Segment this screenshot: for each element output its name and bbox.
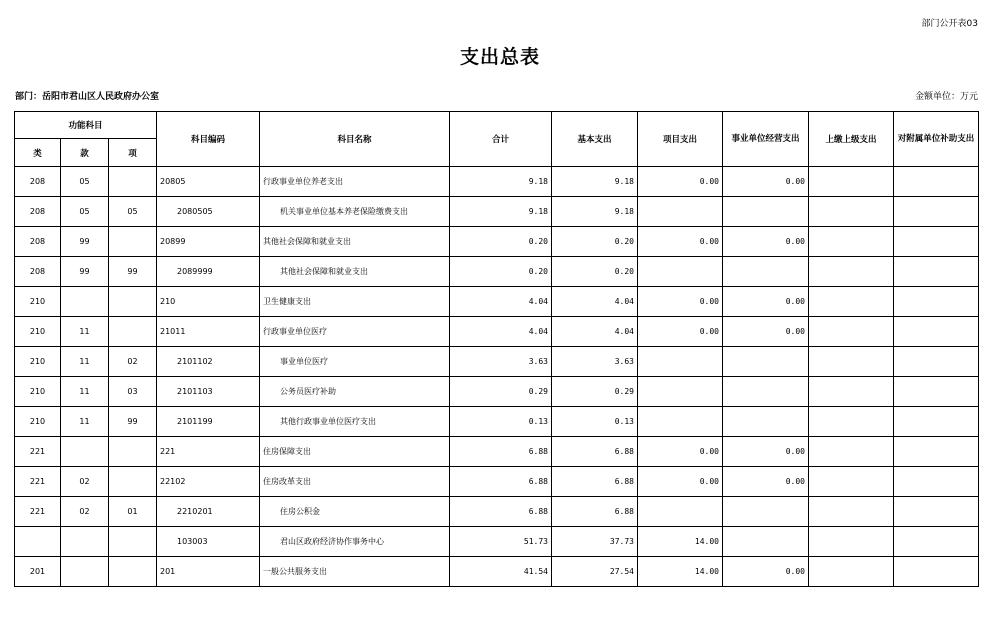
table-row [15,167,979,197]
cell-subsidy [894,287,979,317]
cell-name: 其他行政事业单位医疗支出 [260,407,450,437]
cell-basic: 0.29 [552,377,638,407]
cell-lei: 221 [15,497,61,527]
table-row [15,377,979,407]
cell-business: 0.00 [723,227,809,257]
cell-xiang: 99 [109,257,157,287]
table-row [15,527,979,557]
cell-total: 0.29 [450,377,552,407]
cell-project: 0.00 [638,167,723,197]
cell-basic: 0.20 [552,227,638,257]
cell-name: 住房保障支出 [260,437,450,467]
cell-xiang: 01 [109,497,157,527]
cell-lei: 221 [15,437,61,467]
cell-kuan: 11 [61,407,109,437]
cell-lei: 210 [15,347,61,377]
cell-total: 6.88 [450,437,552,467]
cell-xiang [109,167,157,197]
table-number-label: 部门公开表03 [921,19,978,29]
cell-xiang: 99 [109,407,157,437]
cell-subsidy [894,467,979,497]
cell-project [638,377,723,407]
cell-total: 9.18 [450,167,552,197]
cell-total: 51.73 [450,527,552,557]
cell-upper [809,287,894,317]
cell-code: 210 [157,287,260,317]
cell-business [723,257,809,287]
table-row [15,287,979,317]
cell-lei: 210 [15,317,61,347]
cell-subsidy [894,317,979,347]
cell-business [723,527,809,557]
cell-basic: 3.63 [552,347,638,377]
cell-project [638,407,723,437]
cell-business: 0.00 [723,557,809,587]
cell-project: 14.00 [638,527,723,557]
cell-upper [809,407,894,437]
cell-kuan [61,437,109,467]
header-name: 科目名称 [260,112,450,167]
cell-upper [809,527,894,557]
cell-basic: 9.18 [552,197,638,227]
cell-basic: 27.54 [552,557,638,587]
cell-code: 2210201 [157,497,260,527]
header-lei: 类 [15,139,61,167]
header-xiang: 项 [109,139,157,167]
cell-lei: 208 [15,227,61,257]
cell-total: 3.63 [450,347,552,377]
cell-business: 0.00 [723,287,809,317]
cell-subsidy [894,437,979,467]
cell-business: 0.00 [723,467,809,497]
cell-project: 0.00 [638,287,723,317]
cell-basic: 6.88 [552,437,638,467]
header-subsidy: 对附属单位补助支出 [894,112,979,167]
cell-kuan: 02 [61,467,109,497]
header-business: 事业单位经营支出 [723,112,809,167]
cell-total: 4.04 [450,317,552,347]
cell-total: 0.20 [450,257,552,287]
cell-business [723,347,809,377]
cell-total: 6.88 [450,467,552,497]
cell-code: 2101103 [157,377,260,407]
cell-upper [809,557,894,587]
cell-upper [809,167,894,197]
table-row [15,317,979,347]
cell-upper [809,497,894,527]
cell-subsidy [894,407,979,437]
cell-subsidy [894,377,979,407]
header-total: 合计 [450,112,552,167]
cell-lei: 210 [15,377,61,407]
cell-code: 20899 [157,227,260,257]
cell-project [638,257,723,287]
cell-subsidy [894,197,979,227]
cell-xiang [109,557,157,587]
cell-name: 住房改革支出 [260,467,450,497]
cell-upper [809,197,894,227]
cell-name: 公务员医疗补助 [260,377,450,407]
header-code: 科目编码 [157,112,260,167]
cell-code: 2101199 [157,407,260,437]
table-row [15,227,979,257]
cell-project: 0.00 [638,467,723,497]
cell-lei: 210 [15,407,61,437]
cell-upper [809,347,894,377]
header-basic: 基本支出 [552,112,638,167]
cell-lei: 208 [15,197,61,227]
cell-name: 住房公积金 [260,497,450,527]
cell-total: 9.18 [450,197,552,227]
cell-name: 机关事业单位基本养老保险缴费支出 [260,197,450,227]
cell-basic: 6.88 [552,467,638,497]
cell-code: 2101102 [157,347,260,377]
cell-total: 0.20 [450,227,552,257]
table-row [15,197,979,227]
cell-total: 0.13 [450,407,552,437]
cell-project: 0.00 [638,227,723,257]
cell-name: 卫生健康支出 [260,287,450,317]
cell-kuan: 99 [61,257,109,287]
cell-business [723,497,809,527]
header-upper: 上缴上级支出 [809,112,894,167]
cell-code: 2080505 [157,197,260,227]
amount-unit-label: 金额单位：万元 [914,92,978,102]
cell-kuan: 11 [61,347,109,377]
cell-subsidy [894,257,979,287]
cell-subsidy [894,347,979,377]
table-row [15,437,979,467]
table-row [15,497,979,527]
cell-name: 事业单位医疗 [260,347,450,377]
cell-code: 20805 [157,167,260,197]
cell-business: 0.00 [723,317,809,347]
department-label: 部门：岳阳市君山区人民政府办公室 [15,92,160,102]
cell-total: 41.54 [450,557,552,587]
cell-code: 103003 [157,527,260,557]
cell-business [723,377,809,407]
cell-lei: 208 [15,257,61,287]
cell-basic: 9.18 [552,167,638,197]
page-title: 支出总表 [459,46,540,68]
cell-name: 行政事业单位医疗 [260,317,450,347]
expenditure-table [14,111,979,587]
header-func-subject: 功能科目 [15,112,157,139]
cell-code: 21011 [157,317,260,347]
cell-lei: 201 [15,557,61,587]
cell-basic: 0.13 [552,407,638,437]
cell-basic: 4.04 [552,317,638,347]
cell-project [638,497,723,527]
cell-total: 4.04 [450,287,552,317]
cell-upper [809,227,894,257]
cell-kuan: 05 [61,167,109,197]
cell-project [638,197,723,227]
cell-name: 行政事业单位养老支出 [260,167,450,197]
cell-business: 0.00 [723,437,809,467]
table-row [15,257,979,287]
cell-kuan [61,557,109,587]
cell-subsidy [894,527,979,557]
cell-name: 君山区政府经济协作事务中心 [260,527,450,557]
cell-kuan: 02 [61,497,109,527]
cell-project: 0.00 [638,437,723,467]
cell-xiang [109,527,157,557]
cell-kuan: 11 [61,377,109,407]
cell-lei: 221 [15,467,61,497]
table-row [15,347,979,377]
cell-name: 其他社会保障和就业支出 [260,257,450,287]
table-row [15,407,979,437]
cell-basic: 4.04 [552,287,638,317]
cell-subsidy [894,227,979,257]
cell-upper [809,467,894,497]
cell-basic: 37.73 [552,527,638,557]
cell-xiang [109,227,157,257]
cell-name: 其他社会保障和就业支出 [260,227,450,257]
cell-business: 0.00 [723,167,809,197]
cell-xiang [109,437,157,467]
cell-upper [809,257,894,287]
cell-name: 一般公共服务支出 [260,557,450,587]
cell-code: 201 [157,557,260,587]
cell-project [638,347,723,377]
cell-project: 14.00 [638,557,723,587]
cell-kuan [61,527,109,557]
cell-lei: 208 [15,167,61,197]
cell-upper [809,437,894,467]
cell-basic: 0.20 [552,257,638,287]
cell-subsidy [894,167,979,197]
cell-total: 6.88 [450,497,552,527]
cell-lei [15,527,61,557]
table-row [15,557,979,587]
cell-lei: 210 [15,287,61,317]
cell-business [723,407,809,437]
cell-kuan: 11 [61,317,109,347]
cell-kuan: 05 [61,197,109,227]
cell-xiang [109,287,157,317]
cell-code: 2089999 [157,257,260,287]
cell-basic: 6.88 [552,497,638,527]
cell-xiang: 05 [109,197,157,227]
cell-xiang: 02 [109,347,157,377]
header-project: 项目支出 [638,112,723,167]
header-kuan: 款 [61,139,109,167]
cell-upper [809,377,894,407]
cell-subsidy [894,497,979,527]
cell-xiang [109,467,157,497]
cell-business [723,197,809,227]
table-row [15,467,979,497]
cell-xiang: 03 [109,377,157,407]
cell-subsidy [894,557,979,587]
cell-upper [809,317,894,347]
cell-kuan [61,287,109,317]
cell-code: 22102 [157,467,260,497]
cell-project: 0.00 [638,317,723,347]
cell-kuan: 99 [61,227,109,257]
cell-xiang [109,317,157,347]
cell-code: 221 [157,437,260,467]
